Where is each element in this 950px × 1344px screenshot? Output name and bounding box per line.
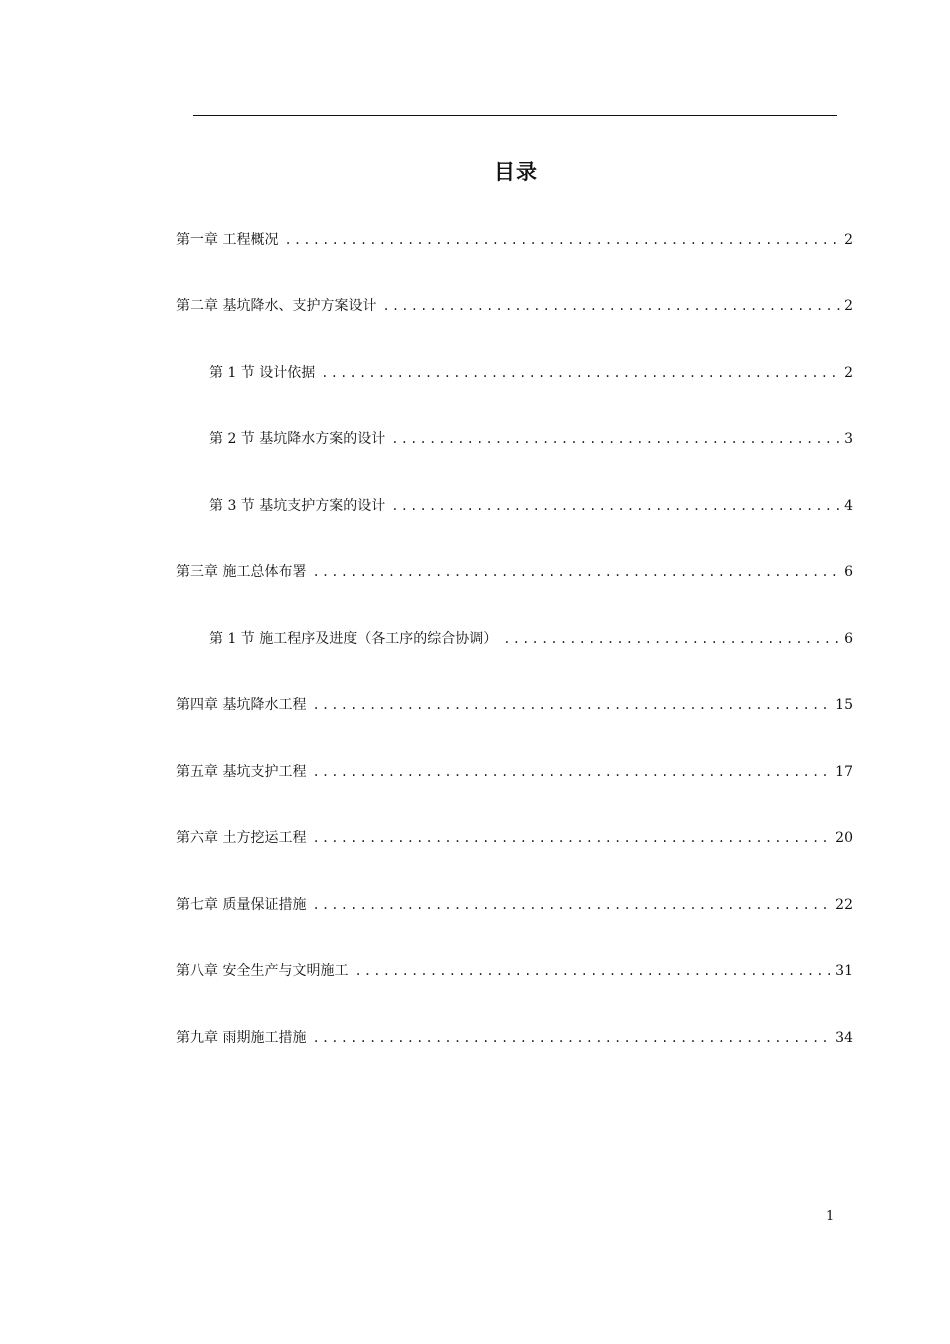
header-rule bbox=[193, 115, 837, 116]
toc-entry[interactable] bbox=[176, 561, 853, 583]
dot-leader bbox=[391, 428, 840, 450]
page-number: 1 bbox=[826, 1209, 835, 1224]
toc-entry-page: 17 bbox=[835, 764, 853, 780]
toc-entry-label: 第六章 土方挖运工程 bbox=[176, 830, 307, 846]
toc-entry-label: 第四章 基坑降水工程 bbox=[176, 697, 307, 713]
toc-entry-page: 6 bbox=[844, 631, 853, 647]
toc-entry[interactable] bbox=[176, 694, 853, 716]
dot-leader bbox=[312, 827, 831, 849]
toc-entry[interactable] bbox=[176, 827, 853, 849]
toc-entry-label: 第七章 质量保证措施 bbox=[176, 897, 307, 913]
dot-leader bbox=[391, 495, 840, 517]
dot-leader bbox=[312, 1027, 831, 1049]
toc-entry-label: 第三章 施工总体布署 bbox=[176, 564, 307, 580]
dot-leader bbox=[312, 694, 831, 716]
toc-entry-label: 第 1 节 施工程序及进度（各工序的综合协调） bbox=[209, 631, 498, 647]
toc-entry-label: 第八章 安全生产与文明施工 bbox=[176, 963, 349, 979]
toc-entry[interactable] bbox=[209, 495, 853, 517]
dot-leader bbox=[284, 229, 840, 251]
dot-leader bbox=[382, 295, 840, 317]
toc-entry-page: 2 bbox=[844, 232, 853, 248]
dot-leader bbox=[312, 561, 840, 583]
toc-entry[interactable] bbox=[209, 362, 853, 384]
toc-entry-page: 3 bbox=[844, 431, 853, 447]
toc-entry-page: 34 bbox=[835, 1030, 853, 1046]
toc-entry-page: 22 bbox=[835, 897, 853, 913]
toc-entry-label: 第一章 工程概况 bbox=[176, 232, 279, 248]
toc-entry-page: 2 bbox=[844, 365, 853, 381]
toc-title: 目录 bbox=[494, 160, 538, 184]
toc-entry[interactable] bbox=[209, 628, 853, 650]
toc-entry[interactable] bbox=[176, 1027, 853, 1049]
toc-entry-label: 第 2 节 基坑降水方案的设计 bbox=[209, 431, 386, 447]
toc-entry-label: 第九章 雨期施工措施 bbox=[176, 1030, 307, 1046]
toc-entry-page: 15 bbox=[835, 697, 853, 713]
toc-entry-page: 31 bbox=[835, 963, 853, 979]
dot-leader bbox=[503, 628, 840, 650]
toc-entry-label: 第 3 节 基坑支护方案的设计 bbox=[209, 498, 386, 514]
toc-entry[interactable] bbox=[176, 761, 853, 783]
toc-entry-label: 第二章 基坑降水、支护方案设计 bbox=[176, 298, 377, 314]
dot-leader bbox=[354, 960, 831, 982]
toc-entry-label: 第 1 节 设计依据 bbox=[209, 365, 316, 381]
dot-leader bbox=[321, 362, 840, 384]
toc-entry[interactable] bbox=[176, 894, 853, 916]
toc-entry-page: 20 bbox=[835, 830, 853, 846]
toc-entry-page: 6 bbox=[844, 564, 853, 580]
toc-entry[interactable] bbox=[176, 295, 853, 317]
toc-entry-page: 2 bbox=[844, 298, 853, 314]
toc-entry-label: 第五章 基坑支护工程 bbox=[176, 764, 307, 780]
dot-leader bbox=[312, 761, 831, 783]
toc-entry[interactable] bbox=[176, 229, 853, 251]
toc-entry[interactable] bbox=[176, 960, 853, 982]
dot-leader bbox=[312, 894, 831, 916]
toc-entry-page: 4 bbox=[844, 498, 853, 514]
toc-entry[interactable] bbox=[209, 428, 853, 450]
